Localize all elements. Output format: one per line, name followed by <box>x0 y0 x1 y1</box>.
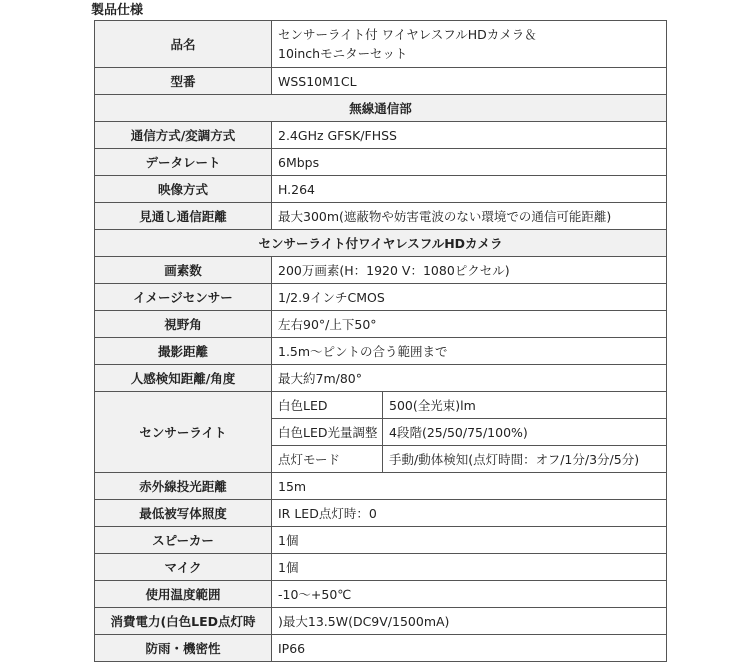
row-value: 最大約7m/80° <box>272 365 667 392</box>
row-value: 1個 <box>272 554 667 581</box>
table-row <box>95 500 667 527</box>
table-row <box>95 203 667 230</box>
row-label: センサーライト <box>95 392 272 473</box>
row-label: 型番 <box>95 68 272 95</box>
row-label: 人感検知距離/角度 <box>95 365 272 392</box>
row-label: 使用温度範囲 <box>95 581 272 608</box>
value-line: センサーライト付 ワイヤレスフルHDカメラ＆ <box>278 27 537 42</box>
row-label: 消費電力(白色LED点灯時 <box>95 608 272 635</box>
row-label: 赤外線投光距離 <box>95 473 272 500</box>
row-value: 1/2.9インチCMOS <box>272 284 667 311</box>
page-title: 製品仕様 <box>91 3 144 18</box>
section-header: 無線通信部 <box>95 95 667 122</box>
section-header: センサーライト付ワイヤレスフルHDカメラ <box>95 230 667 257</box>
sub-value: 500(全光束)lm <box>383 392 667 419</box>
table-row <box>95 365 667 392</box>
table-row <box>95 284 667 311</box>
table-row <box>95 635 667 662</box>
row-label: 撮影距離 <box>95 338 272 365</box>
table-row <box>95 608 667 635</box>
row-value: 6Mbps <box>272 149 667 176</box>
table-row <box>95 122 667 149</box>
table-row <box>95 257 667 284</box>
table-row <box>95 21 667 68</box>
row-value: 15m <box>272 473 667 500</box>
row-label: 通信方式/変調方式 <box>95 122 272 149</box>
row-value: 1.5m～ピントの合う範囲まで <box>272 338 667 365</box>
row-label: スピーカー <box>95 527 272 554</box>
row-label: 視野角 <box>95 311 272 338</box>
table-row <box>95 581 667 608</box>
table-row <box>95 176 667 203</box>
row-value: 最大300m(遮蔽物や妨害電波のない環境での通信可能距離) <box>272 203 667 230</box>
value-line: 10inchモニターセット <box>278 46 408 61</box>
table-row <box>95 149 667 176</box>
row-value: 2.4GHz GFSK/FHSS <box>272 122 667 149</box>
row-label: 品名 <box>95 21 272 68</box>
spec-table <box>94 20 667 662</box>
row-value: WSS10M1CL <box>272 68 667 95</box>
row-value <box>272 21 667 68</box>
row-value: 左右90°/上下50° <box>272 311 667 338</box>
row-value: 200万画素(H：1920 V：1080ピクセル) <box>272 257 667 284</box>
table-row <box>95 527 667 554</box>
row-label: マイク <box>95 554 272 581</box>
row-value: -10～+50℃ <box>272 581 667 608</box>
row-label: 最低被写体照度 <box>95 500 272 527</box>
section-header-row <box>95 95 667 122</box>
table-row <box>95 473 667 500</box>
row-label: 画素数 <box>95 257 272 284</box>
sub-value: 4段階(25/50/75/100%) <box>383 419 667 446</box>
table-row <box>95 338 667 365</box>
row-label: 映像方式 <box>95 176 272 203</box>
sub-label: 白色LED <box>272 392 383 419</box>
row-label: データレート <box>95 149 272 176</box>
row-value: 1個 <box>272 527 667 554</box>
table-row <box>95 392 667 419</box>
row-value: H.264 <box>272 176 667 203</box>
table-row <box>95 554 667 581</box>
row-value: )最大13.5W(DC9V/1500mA) <box>272 608 667 635</box>
sub-label: 白色LED光量調整 <box>272 419 383 446</box>
row-value: IP66 <box>272 635 667 662</box>
section-header-row <box>95 230 667 257</box>
row-label: 見通し通信距離 <box>95 203 272 230</box>
row-label: 防雨・機密性 <box>95 635 272 662</box>
sub-value: 手動/動体検知(点灯時間：オフ/1分/3分/5分) <box>383 446 667 473</box>
row-value: IR LED点灯時：0 <box>272 500 667 527</box>
sub-label: 点灯モード <box>272 446 383 473</box>
row-label: イメージセンサー <box>95 284 272 311</box>
table-row <box>95 68 667 95</box>
table-row <box>95 311 667 338</box>
